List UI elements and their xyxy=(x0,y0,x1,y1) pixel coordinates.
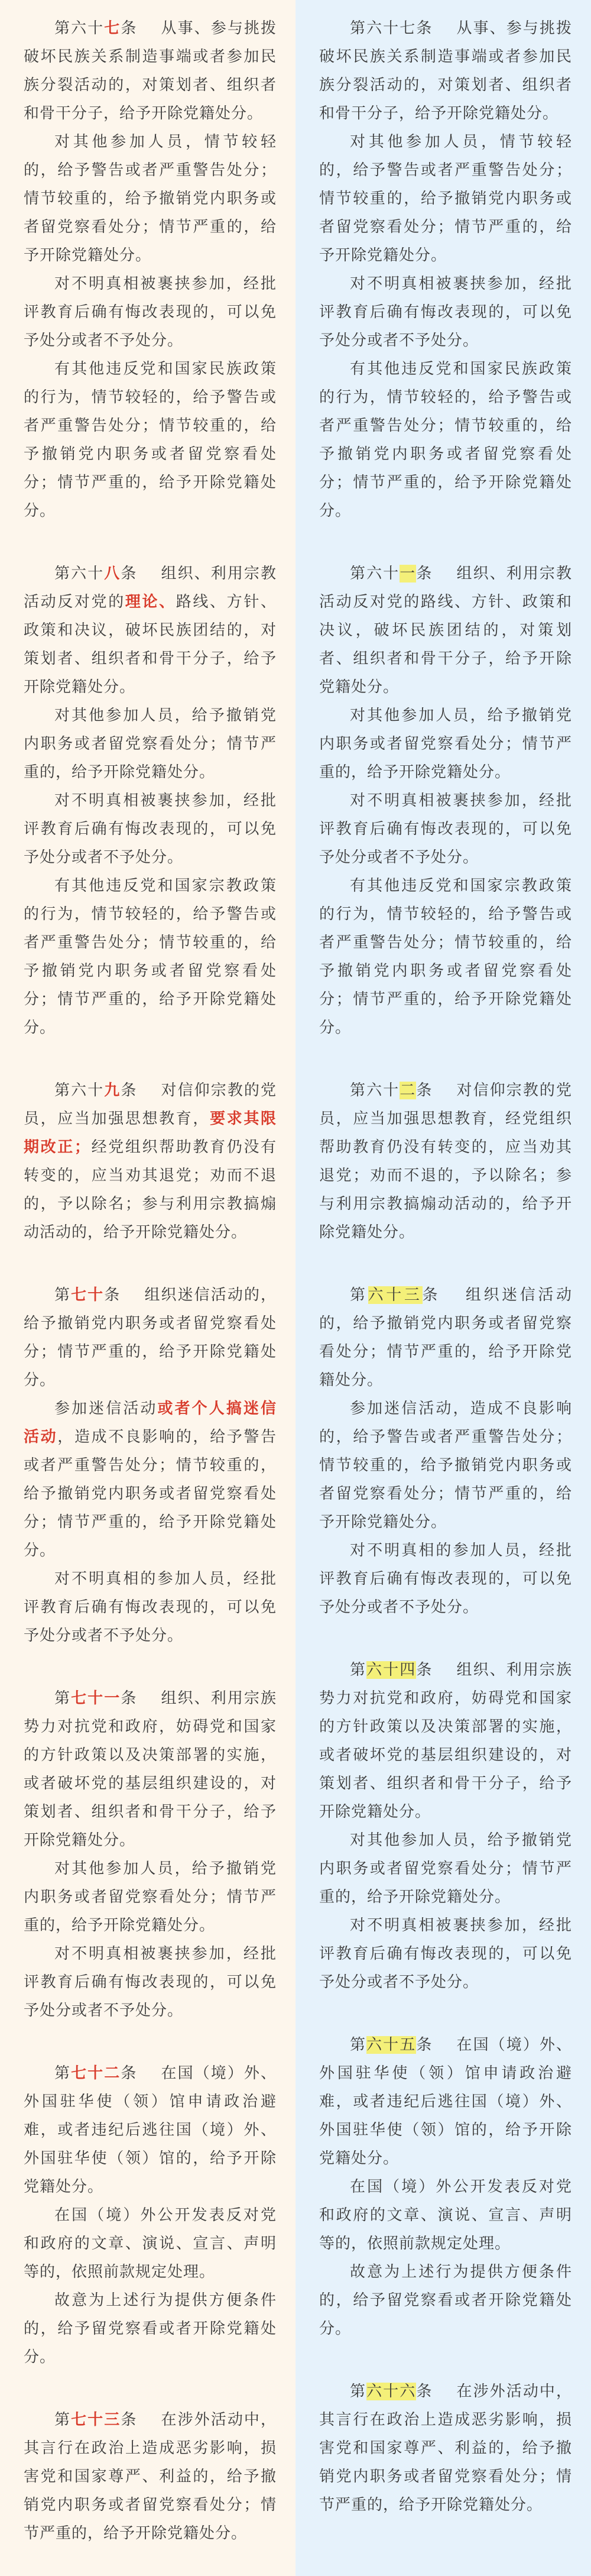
text-segment: 第 xyxy=(54,1690,72,1707)
text-segment: 条 xyxy=(422,1286,441,1304)
added-text: 或者个人搞迷信活动 xyxy=(24,1400,277,1446)
article-number xyxy=(54,2411,137,2429)
text-segment: 对不明真相被裹挟参加，经批评教育后确有悔改表现的，可以免予处分或者不予处分。 xyxy=(319,275,572,349)
text-segment: 有其他违反党和国家宗教政策的行为，情节较轻的，给予警告或者严重警告处分；情节较重的，给予撤销党内职务或者留党察看处分；情节严重的，给予开除党籍处分。 xyxy=(319,877,572,1037)
highlighted-number: 六十六 xyxy=(366,2383,417,2400)
article-paragraph xyxy=(24,1855,277,1940)
text-segment: 组织、利用宗族势力对抗党和政府，妨碍党和国家的方针政策以及决策部署的实施，或者破坏党的基层组织建设的，对策划者、组织者和骨干分子，给予开除党籍处分。 xyxy=(319,1661,572,1821)
text-segment: 路线、方针、政策和决议，破坏民族团结的，对策划者、组织者和骨干分子，给予开除党籍处分。 xyxy=(24,593,277,696)
article-number xyxy=(54,1286,121,1304)
article-paragraph xyxy=(319,787,572,872)
article-paragraph xyxy=(319,872,572,1042)
article-number xyxy=(54,2064,137,2082)
article-paragraph xyxy=(24,1565,277,1650)
text-segment: 条 xyxy=(121,2411,138,2429)
highlighted-number: 一 xyxy=(400,565,417,582)
text-segment: 条 xyxy=(121,565,138,582)
text-segment: 条 xyxy=(104,1286,121,1304)
article-first-paragraph xyxy=(319,2031,572,2173)
article-first-paragraph xyxy=(319,2377,572,2519)
article-number xyxy=(350,565,433,582)
article-first-paragraph xyxy=(319,1076,572,1247)
article-paragraph xyxy=(319,355,572,525)
article xyxy=(319,14,572,525)
article xyxy=(24,1684,277,2025)
article-number xyxy=(54,565,137,582)
text-segment: 条 xyxy=(121,20,138,37)
text-segment: 对其他参加人员，给予撤销党内职务或者留党察看处分；情节严重的，给予开除党籍处分。 xyxy=(319,1831,572,1906)
article-number xyxy=(350,20,433,37)
text-segment: 对不明真相被裹挟参加，经批评教育后确有悔改表现的，可以免予处分或者不予处分。 xyxy=(24,792,277,866)
text-segment: 对其他参加人员，情节较轻的，给予警告或者严重警告处分；情节较重的，给予撤销党内职务或者留党察看处分；情节严重的，给予开除党籍处分。 xyxy=(24,133,277,264)
text-segment: 对其他参加人员，给予撤销党内职务或者留党察看处分；情节严重的，给予开除党籍处分。 xyxy=(24,1860,277,1934)
text-segment: 条 xyxy=(416,2036,433,2054)
added-text: 要求其限期改正； xyxy=(24,1110,277,1156)
article xyxy=(319,1076,572,1247)
text-segment: 条 xyxy=(416,565,433,582)
article-number xyxy=(54,1690,137,1707)
article-first-paragraph xyxy=(319,1656,572,1826)
text-segment: 在国（境）外公开发表反对党和政府的文章、演说、宣言、声明等的，依照前款规定处理。 xyxy=(319,2178,572,2253)
article-paragraph xyxy=(24,701,277,787)
article-first-paragraph xyxy=(319,559,572,701)
text-segment: 第 xyxy=(54,1286,72,1304)
text-segment: 第 xyxy=(54,2064,72,2082)
article-paragraph xyxy=(24,2201,277,2286)
highlighted-number: 六十四 xyxy=(366,1661,417,1679)
article xyxy=(24,1281,277,1650)
article-paragraph xyxy=(24,1940,277,2025)
text-segment: 条 xyxy=(416,2383,433,2400)
changed-number: 七十二 xyxy=(71,2064,121,2082)
text-segment: 在国（境）外、外国驻华使（领）馆申请政治避难，或者违纪后逃往国（境）外、外国驻华使（领）馆的，给予开除党籍处分。 xyxy=(24,2064,277,2196)
text-segment: 参加迷信活动 xyxy=(54,1400,158,1418)
article-paragraph xyxy=(319,1394,572,1536)
text-segment: 条 xyxy=(121,1082,138,1099)
article xyxy=(319,1281,572,1622)
changed-number: 七十三 xyxy=(71,2411,121,2429)
article-number xyxy=(350,2036,433,2054)
text-segment: 从事、参与挑拨破坏民族关系制造事端或者参加民族分裂活动的，对策划者、组织者和骨干分子，给予开除党籍处分。 xyxy=(319,20,572,122)
article xyxy=(319,2377,572,2519)
text-segment: 故意为上述行为提供方便条件的，给予留党察看或者开除党籍处分。 xyxy=(24,2292,277,2366)
text-segment: 条 xyxy=(121,1690,138,1707)
article-number xyxy=(350,2383,433,2400)
text-segment: 第六十 xyxy=(54,565,105,582)
text-segment: 在涉外活动中，其言行在政治上造成恶劣影响，损害党和国家尊严、利益的，给予撤销党内职务或者留党察看处分；情节严重的，给予开除党籍处分。 xyxy=(319,2383,572,2514)
text-segment: 组织迷信活动的，给予撤销党内职务或者留党察看处分；情节严重的，给予开除党籍处分。 xyxy=(24,1286,277,1389)
article-paragraph xyxy=(24,355,277,525)
article xyxy=(24,14,277,525)
article xyxy=(319,2031,572,2343)
text-segment: 组织、利用宗教活动反对党的路线、方针、政策和决议，破坏民族团结的，对策划者、组织者和骨干分子，给予开除党籍处分。 xyxy=(319,565,572,696)
article-number xyxy=(54,1082,137,1099)
text-segment: 经党组织帮助教育仍没有转变的，应当劝其退党；劝而不退的，予以除名；参与利用宗教搞煽动活动的，给予开除党籍处分。 xyxy=(24,1138,277,1241)
text-segment: 从事、参与挑拨破坏民族关系制造事端或者参加民族分裂活动的，对策划者、组织者和骨干分子，给予开除党籍处分。 xyxy=(24,20,277,122)
article-paragraph xyxy=(319,1911,572,1996)
article xyxy=(24,559,277,1042)
article-number xyxy=(350,1286,440,1304)
article-paragraph xyxy=(319,128,572,270)
text-segment: 参加迷信活动，造成不良影响的，给予警告或者严重警告处分；情节较重的，给予撤销党内职务或者留党察看处分；情节严重的，给予开除党籍处分。 xyxy=(319,1400,572,1531)
text-segment: 第六十 xyxy=(350,1082,400,1099)
article-paragraph xyxy=(319,2258,572,2343)
highlighted-number: 二 xyxy=(400,1082,417,1099)
text-segment: 第 xyxy=(350,1286,368,1304)
text-segment: 在国（境）外公开发表反对党和政府的文章、演说、宣言、声明等的，依照前款规定处理。 xyxy=(24,2206,277,2281)
article-number xyxy=(350,1661,433,1679)
article-first-paragraph xyxy=(24,2059,277,2201)
changed-number: 七十一 xyxy=(71,1690,121,1707)
text-segment: 组织迷信活动的，给予撤销党内职务或者留党察看处分；情节严重的，给予开除党籍处分。 xyxy=(319,1286,572,1389)
article-paragraph xyxy=(319,1536,572,1622)
text-segment: ，造成不良影响的，给予警告或者严重警告处分；情节较重的，给予撤销党内职务或者留党察看处分；情节严重的，给予开除党籍处分。 xyxy=(24,1428,277,1559)
article-first-paragraph xyxy=(24,1684,277,1855)
article-first-paragraph xyxy=(24,559,277,701)
article xyxy=(24,2406,277,2548)
text-segment: 对信仰宗教的党员，应当加强思想教育， xyxy=(24,1082,277,1128)
text-segment: 对其他参加人员，情节较轻的，给予警告或者严重警告处分；情节较重的，给予撤销党内职务或者留党察看处分；情节严重的，给予开除党籍处分。 xyxy=(319,133,572,264)
article-first-paragraph xyxy=(24,2406,277,2548)
article-paragraph xyxy=(319,270,572,355)
article xyxy=(319,1656,572,1996)
article-first-paragraph xyxy=(319,1281,572,1394)
article-first-paragraph xyxy=(319,14,572,128)
text-segment: 第 xyxy=(350,2383,367,2400)
article-paragraph xyxy=(24,872,277,1042)
highlighted-number: 六十五 xyxy=(366,2036,417,2054)
article-first-paragraph xyxy=(24,14,277,128)
text-segment: 第六十七条 xyxy=(350,20,433,37)
text-segment: 有其他违反党和国家民族政策的行为，情节较轻的，给予警告或者严重警告处分；情节较重的，给予撤销党内职务或者留党察看处分；情节严重的，给予开除党籍处分。 xyxy=(319,360,572,520)
article-paragraph xyxy=(24,1394,277,1565)
article-paragraph xyxy=(319,2173,572,2258)
text-segment: 故意为上述行为提供方便条件的，给予留党察看或者开除党籍处分。 xyxy=(319,2263,572,2338)
article-paragraph xyxy=(319,701,572,787)
text-segment: 组织、利用宗教活动反对党的 xyxy=(24,565,277,611)
changed-number: 八 xyxy=(104,565,121,582)
article-paragraph xyxy=(24,787,277,872)
changed-number: 九 xyxy=(104,1082,121,1099)
text-segment: 第六十 xyxy=(54,1082,105,1099)
article-paragraph xyxy=(319,1826,572,1911)
article-paragraph xyxy=(24,2286,277,2371)
text-segment: 第 xyxy=(350,1661,367,1679)
text-segment: 对不明真相被裹挟参加，经批评教育后确有悔改表现的，可以免予处分或者不予处分。 xyxy=(24,275,277,349)
text-segment: 有其他违反党和国家宗教政策的行为，情节较轻的，给予警告或者严重警告处分；情节较重的，给予撤销党内职务或者留党察看处分；情节严重的，给予开除党籍处分。 xyxy=(24,877,277,1037)
article-number xyxy=(350,1082,433,1099)
article-number xyxy=(54,20,137,37)
text-segment: 第 xyxy=(54,2411,72,2429)
text-segment: 对信仰宗教的党员，应当加强思想教育，经党组织帮助教育仍没有转变的，应当劝其退党；劝而不退的，予以除名；参与利用宗教搞煽动活动的，给予开除党籍处分。 xyxy=(319,1082,572,1241)
text-segment: 第六十 xyxy=(54,20,105,37)
article xyxy=(319,559,572,1042)
text-segment: 有其他违反党和国家民族政策的行为，情节较轻的，给予警告或者严重警告处分；情节较重的，给予撤销党内职务或者留党察看处分；情节严重的，给予开除党籍处分。 xyxy=(24,360,277,520)
article xyxy=(24,1076,277,1247)
changed-number: 七十 xyxy=(71,1286,105,1304)
text-segment: 对不明真相的参加人员，经批评教育后确有悔改表现的，可以免予处分或者不予处分。 xyxy=(319,1542,572,1616)
text-segment: 对不明真相被裹挟参加，经批评教育后确有悔改表现的，可以免予处分或者不予处分。 xyxy=(319,792,572,866)
changed-number: 七 xyxy=(104,20,121,37)
text-segment: 对不明真相的参加人员，经批评教育后确有悔改表现的，可以免予处分或者不予处分。 xyxy=(24,1570,277,1645)
text-segment: 条 xyxy=(416,1661,433,1679)
highlighted-number: 六十三 xyxy=(368,1286,423,1304)
text-segment: 对不明真相被裹挟参加，经批评教育后确有悔改表现的，可以免予处分或者不予处分。 xyxy=(24,1945,277,2020)
text-segment: 组织、利用宗族势力对抗党和政府，妨碍党和国家的方针政策以及决策部署的实施，或者破坏党的基层组织建设的，对策划者、组织者和骨干分子，给予开除党籍处分。 xyxy=(24,1690,277,1849)
article-first-paragraph xyxy=(24,1281,277,1394)
article xyxy=(24,2059,277,2371)
article-paragraph xyxy=(24,270,277,355)
original-text-column xyxy=(296,0,591,2576)
text-segment: 第六十 xyxy=(350,565,400,582)
text-segment: 对其他参加人员，给予撤销党内职务或者留党察看处分；情节严重的，给予开除党籍处分。 xyxy=(24,707,277,781)
added-text: 理论、 xyxy=(125,593,176,611)
text-segment: 条 xyxy=(121,2064,138,2082)
text-segment: 第 xyxy=(350,2036,367,2054)
text-segment: 在国（境）外、外国驻华使（领）馆申请政治避难，或者违纪后逃往国（境）外、外国驻华使（领）馆的，给予开除党籍处分。 xyxy=(319,2036,572,2167)
text-segment: 在涉外活动中，其言行在政治上造成恶劣影响，损害党和国家尊严、利益的，给予撤销党内职务或者留党察看处分；情节严重的，给予开除党籍处分。 xyxy=(24,2411,277,2542)
text-segment: 对不明真相被裹挟参加，经批评教育后确有悔改表现的，可以免予处分或者不予处分。 xyxy=(319,1917,572,1991)
text-segment: 条 xyxy=(416,1082,433,1099)
article-first-paragraph xyxy=(24,1076,277,1247)
article-paragraph xyxy=(24,128,277,270)
text-segment: 对其他参加人员，给予撤销党内职务或者留党察看处分；情节严重的，给予开除党籍处分。 xyxy=(319,707,572,781)
